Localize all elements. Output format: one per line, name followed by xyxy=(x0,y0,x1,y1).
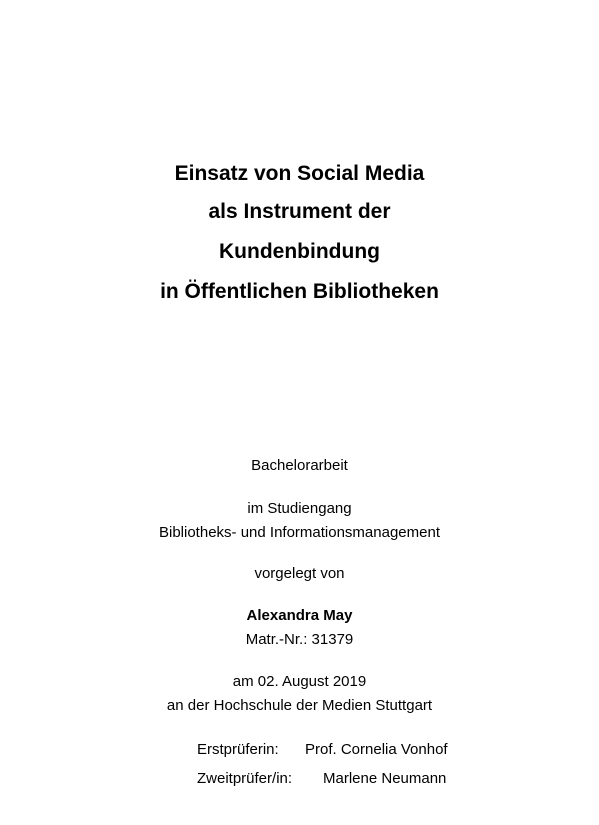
examiner-name: Prof. Cornelia Vonhof xyxy=(305,741,448,758)
matriculation-number: Matr.-Nr.: 31379 xyxy=(245,631,354,648)
examiner-name: Marlene Neumann xyxy=(323,770,447,787)
title-line-4: in Öffentlichen Bibliotheken xyxy=(160,280,439,303)
title-line-2: als Instrument der xyxy=(208,200,391,223)
submission-date: am 02. August 2019 xyxy=(232,673,367,690)
program-intro: im Studiengang xyxy=(247,500,352,517)
examiner-role: Erstprüferin: xyxy=(197,741,279,758)
study-program: Bibliotheks- und Informationsmanagement xyxy=(159,524,440,541)
submitted-by-label: vorgelegt von xyxy=(254,565,345,582)
thesis-type: Bachelorarbeit xyxy=(251,457,348,474)
institution: an der Hochschule der Medien Stuttgart xyxy=(166,697,433,714)
title-line-3: Kundenbindung xyxy=(219,240,380,263)
title-line-1: Einsatz von Social Media xyxy=(174,162,425,185)
author-name: Alexandra May xyxy=(246,607,353,624)
examiner-role: Zweitprüfer/in: xyxy=(197,770,293,787)
